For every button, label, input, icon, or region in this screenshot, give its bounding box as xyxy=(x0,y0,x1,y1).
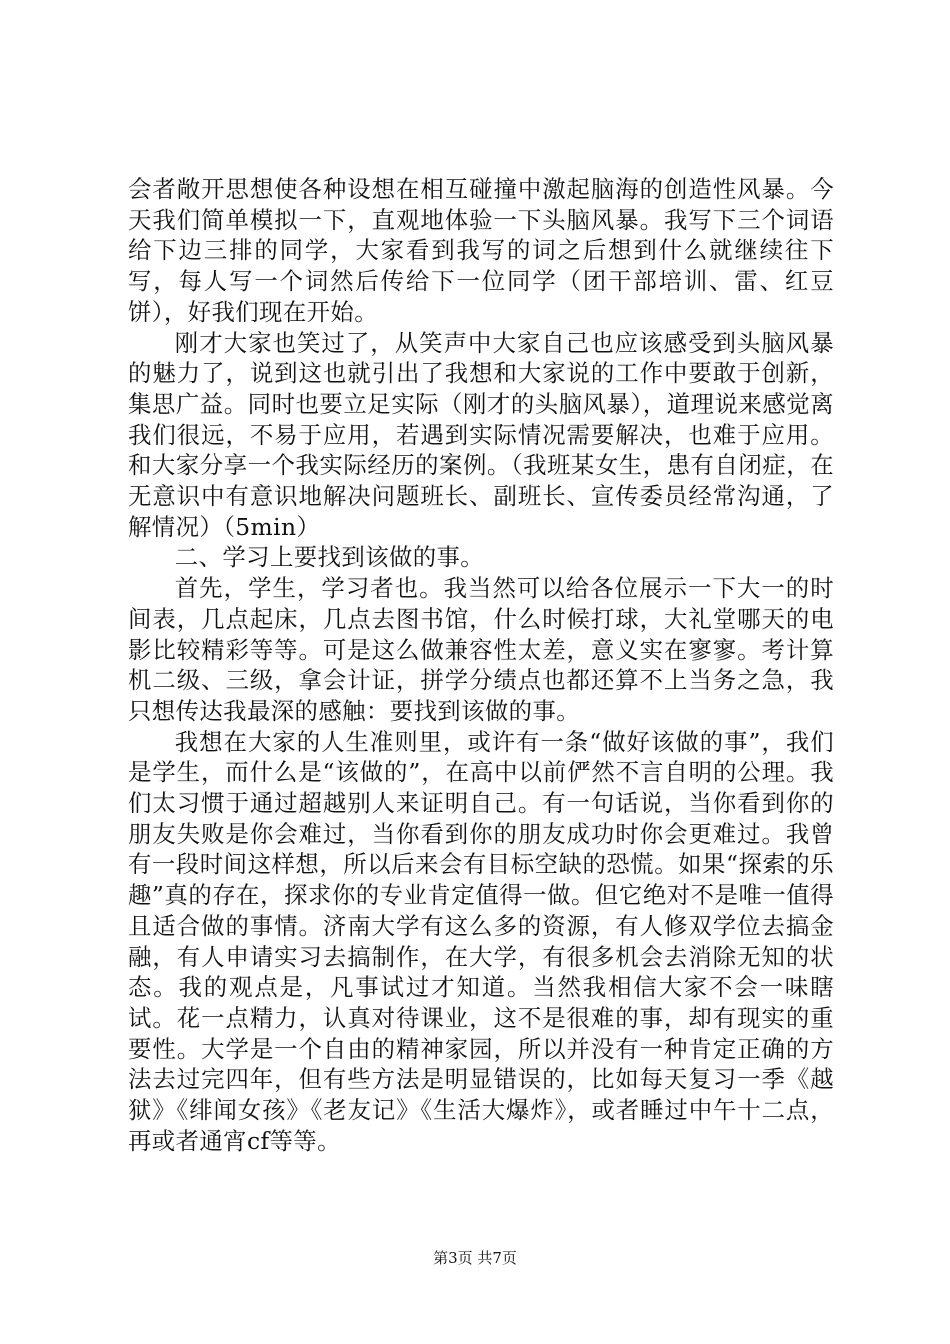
paragraph-continued: 会者敞开思想使各种设想在相互碰撞中激起脑海的创造性风暴。今天我们简单模拟一下，直观地体验一下头脑风暴。我写下三个词语给下边三排的同学，大家看到我写的词之后想到什么就继续往下写，每人写一个词然后传给下一位同学（团干部培训、雷、红豆饼），好我们现在开始。 xyxy=(128,175,834,326)
page-footer: 第3页 共7页 xyxy=(433,1249,517,1267)
paragraph: 我想在大家的人生准则里，或许有一条“做好该做的事”，我们是学生，而什么是“该做的”，在高中以前俨然不言自明的公理。我们太习惯于通过超越别人来证明自己。有一句话说，当你看到你的朋友失败是你会难过，当你看到你的朋友成功时你会更难过。我曾有一段时间这样想，所以后来会有目标空缺的恐慌。如果“探索的乐趣”真的存在，探求你的专业肯定值得一做。但它绝对不是唯一值得且适合做的事情。济南大学有这么多的资源，有人修双学位去搞金融，有人申请实习去搞制作，在大学，有很多机会去消除无知的状态。我的观点是，凡事试过才知道。当然我相信大家不会一味瞎试。花一点精力，认真对待课业，这不是很难的事，却有现实的重要性。大学是一个自由的精神家园，所以并没有一种肯定正确的方法去过完四年，但有些方法是明显错误的，比如每天复习一季《越狱》《绯闻女孩》《老友记》《生活大爆炸》，或者睡过中午十二点，再或者通宵cf等等。 xyxy=(128,727,834,1155)
paragraph: 首先，学生，学习者也。我当然可以给各位展示一下大一的时间表，几点起床，几点去图书馆，什么时候打球，大礼堂哪天的电影比较精彩等等。可是这么做兼容性太差，意义实在寥寥。考计算机二级、三级，拿会计证，拼学分绩点也都还算不上当务之急，我只想传达我最深的感触：要找到该做的事。 xyxy=(128,574,834,725)
paragraph: 刚才大家也笑过了，从笑声中大家自己也应该感受到头脑风暴的魅力了，说到这也就引出了我想和大家说的工作中要敢于创新，集思广益。同时也要立足实际（刚才的头脑风暴），道理说来感觉离我们很远，不易于应用，若遇到实际情况需要解决，也难于应用。和大家分享一个我实际经历的案例。（我班某女生，患有自闭症，在无意识中有意识地解决问题班长、副班长、宣传委员经常沟通，了解情况）（5min） xyxy=(128,328,834,541)
document-body xyxy=(128,174,834,1157)
section-heading: 二、学习上要找到该做的事。 xyxy=(174,543,485,572)
